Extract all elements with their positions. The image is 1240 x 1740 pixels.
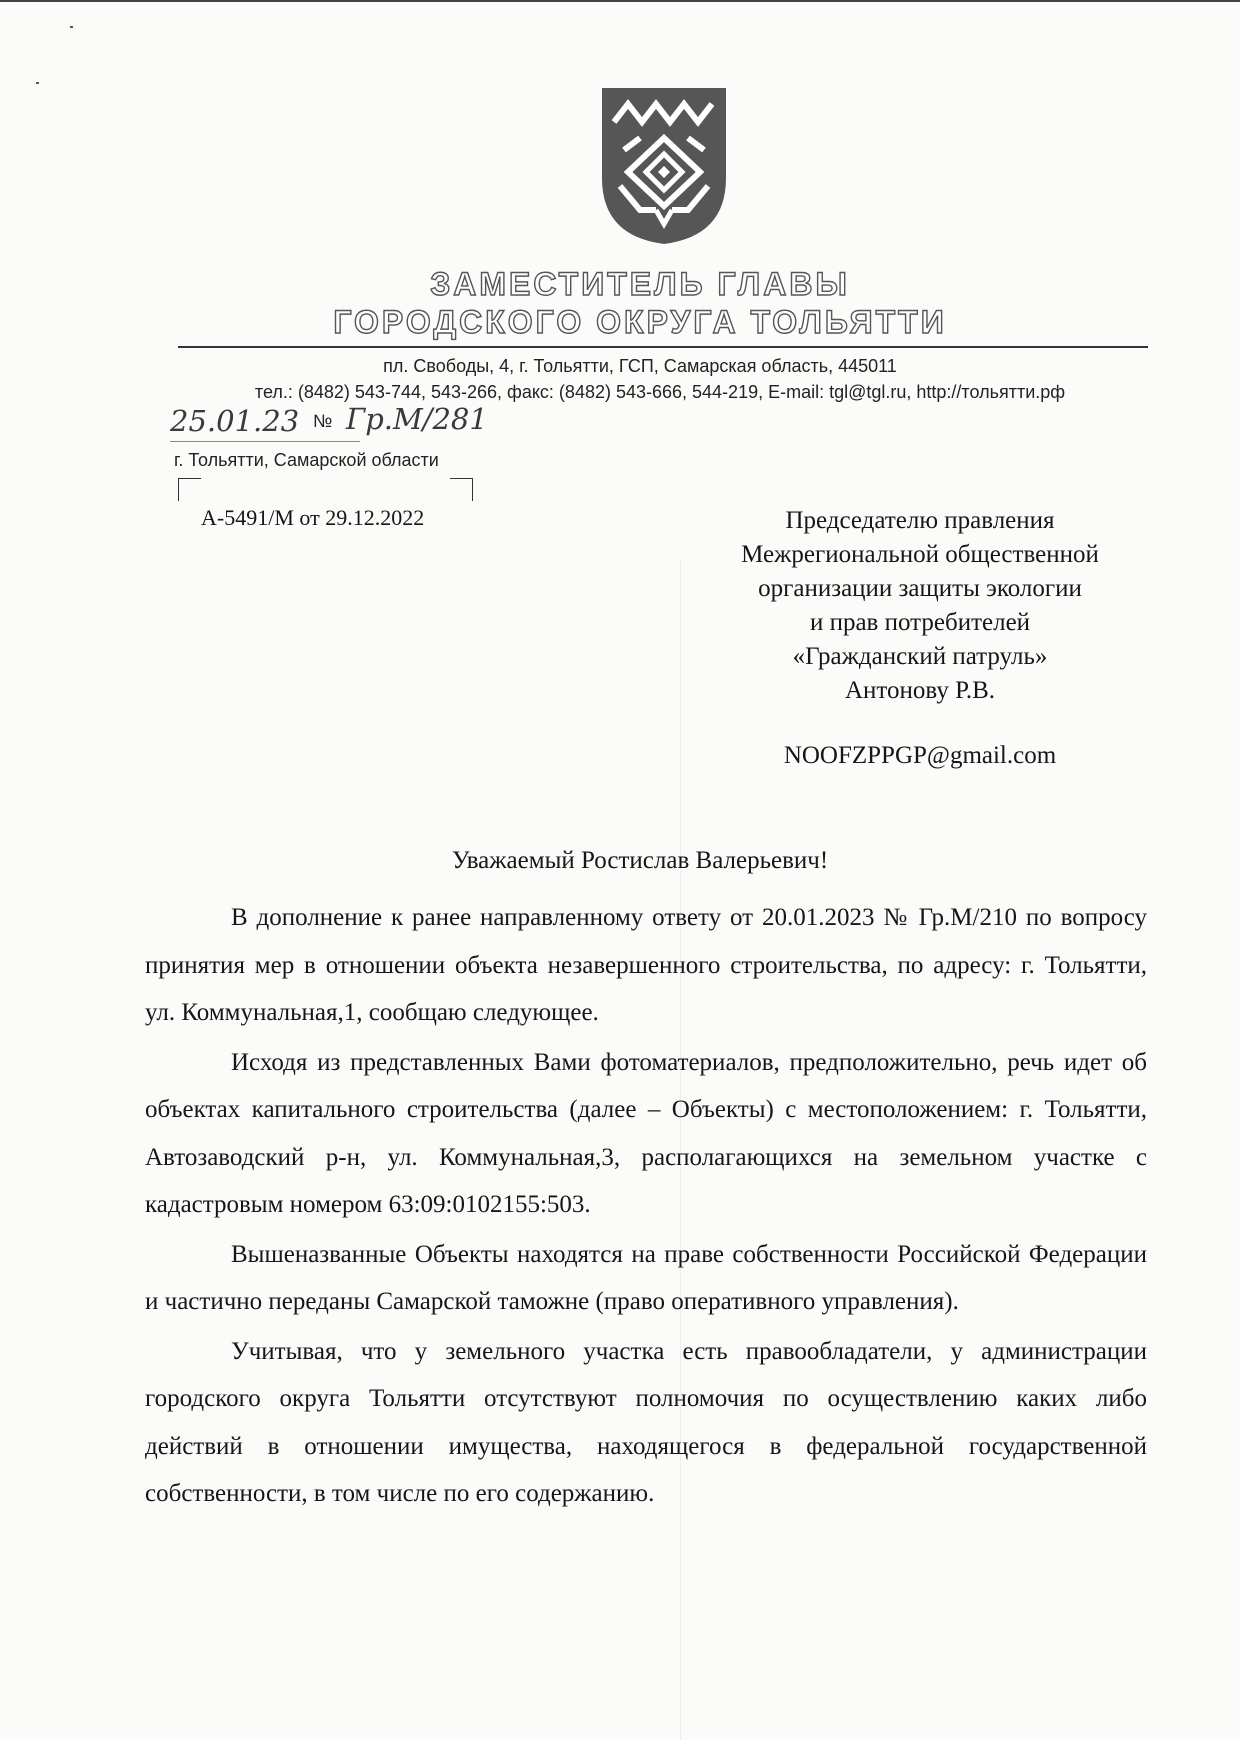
header-divider bbox=[178, 346, 1148, 348]
header-title-line-1: ЗАМЕСТИТЕЛЬ ГЛАВЫ bbox=[430, 266, 850, 302]
salutation: Уважаемый Ростислав Валерьевич! bbox=[451, 847, 829, 874]
addressee-block bbox=[680, 504, 1160, 708]
org-contacts: тел.: (8482) 543-744, 543-266, факс: (8482) 543-666, 544-219, E-mail: tgl@tgl.ru, http://тольятти.рф bbox=[254, 382, 1066, 402]
scan-speck bbox=[70, 26, 73, 28]
addressee-line: организации защиты экологии bbox=[758, 575, 1082, 602]
body-paragraph: Вышеназванные Объекты находятся на праве собственности Российской Федерации и частично переданы Самарской таможне (право оперативного управления). bbox=[145, 1240, 1147, 1315]
addressee-line: «Гражданский патруль» bbox=[792, 643, 1048, 670]
addressee-line: Антонову Р.В. bbox=[844, 677, 996, 704]
city-coat-of-arms-icon bbox=[600, 86, 728, 246]
header-title-line-2: ГОРОДСКОГО ОКРУГА ТОЛЬЯТТИ bbox=[333, 304, 947, 340]
addressee-line: и прав потребителей bbox=[809, 609, 1031, 636]
reference-bracket-right bbox=[450, 478, 473, 501]
letter-body bbox=[145, 894, 1147, 1520]
addressee-line: Председателю правления bbox=[785, 507, 1055, 534]
body-paragraph: Учитывая, что у земельного участка есть правообладатели, у администрации городского округа Тольятти отсутствуют полномочия по осуществлению каких либо действий в отношении имущества, находящегося в федеральной государственной собственности, в том числе по его содержанию. bbox=[145, 1337, 1147, 1507]
org-address: пл. Свободы, 4, г. Тольятти, ГСП, Самарская область, 445011 bbox=[383, 356, 897, 376]
addressee-line: Межрегиональной общественной bbox=[741, 541, 1099, 568]
page-top-edge bbox=[0, 0, 1240, 2]
date-underline bbox=[170, 441, 360, 442]
handwritten-date: 25.01.23 bbox=[170, 404, 300, 438]
body-paragraph: Исходя из представленных Вами фотоматериалов, предположительно, речь идет об объектах капитального строительства (далее – Объекты) с местоположением: г. Тольятти, Автозаводский р-н, ул. Коммунальная,3, располагающихся на земельном участке с кадастровым номером 63:09:0102155:503. bbox=[145, 1048, 1147, 1218]
registration-city: г. Тольятти, Самарской области bbox=[174, 450, 439, 470]
addressee-email: NOOFZPPGP@gmail.com bbox=[783, 742, 1057, 769]
handwritten-number: Гр.М/281 bbox=[346, 402, 488, 436]
scan-speck bbox=[36, 82, 39, 84]
incoming-reference: А-5491/М от 29.12.2022 bbox=[201, 505, 425, 530]
number-sign: № bbox=[313, 411, 333, 431]
reference-bracket-left bbox=[178, 478, 201, 501]
body-paragraph: В дополнение к ранее направленному ответу от 20.01.2023 № Гр.М/210 по вопросу принятия мер в отношении объекта незавершенного строительства, по адресу: г. Тольятти, ул. Коммунальная,1, сообщаю следующее. bbox=[145, 904, 1147, 1026]
